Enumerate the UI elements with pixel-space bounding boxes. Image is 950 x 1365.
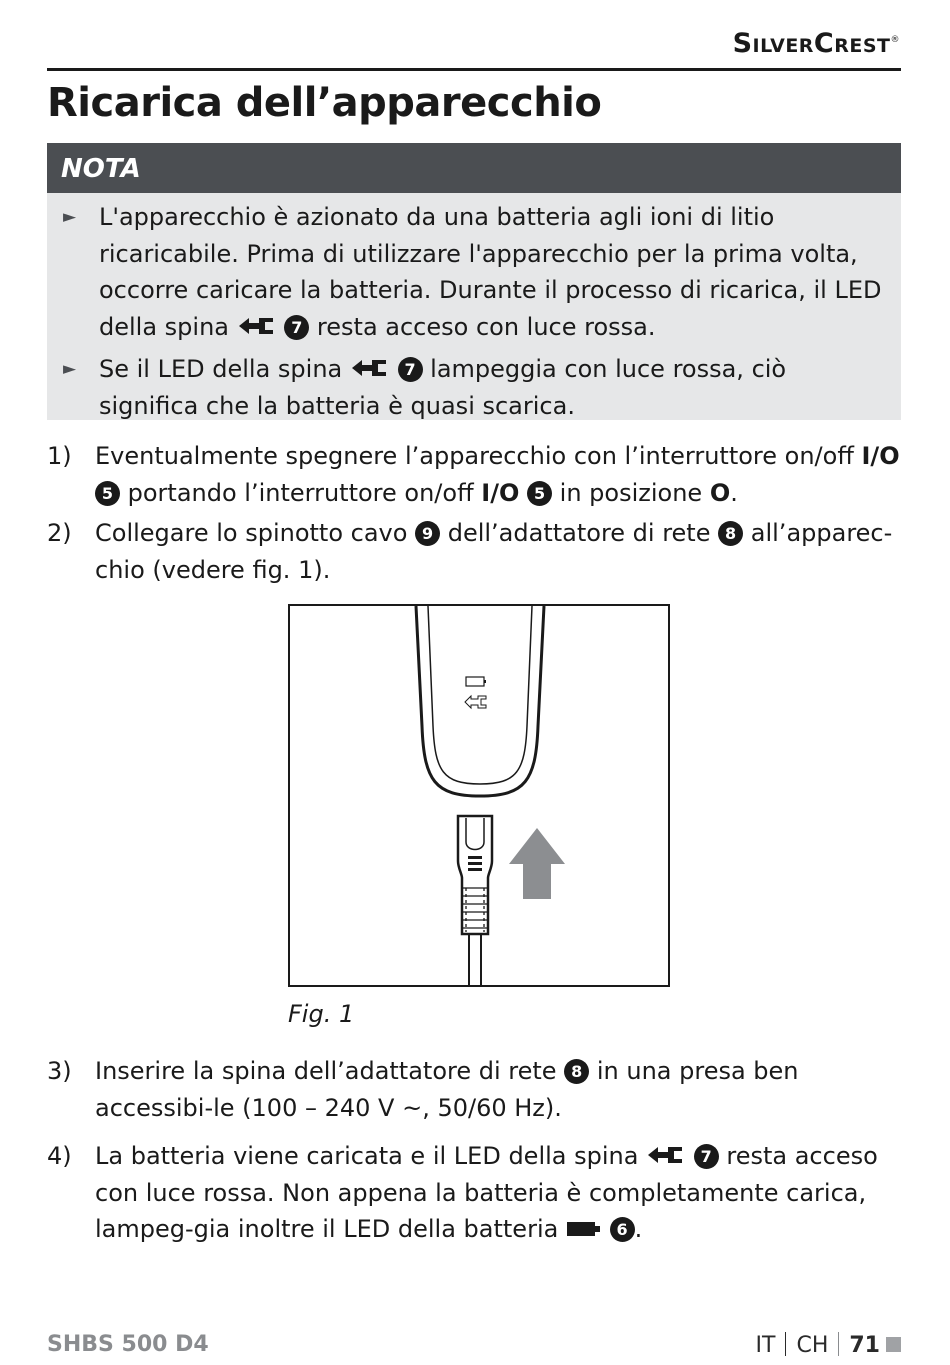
brand-name: SilverCrest bbox=[732, 28, 891, 59]
step-text: . bbox=[634, 1215, 643, 1243]
ref-number-badge: 6 bbox=[610, 1217, 635, 1242]
ref-number-badge: 5 bbox=[95, 481, 120, 506]
battery-led-icon bbox=[466, 677, 486, 686]
switch-symbol: I/O bbox=[861, 442, 900, 470]
step-list bbox=[47, 438, 901, 588]
plug-led-icon bbox=[350, 357, 390, 379]
ref-number-badge: 8 bbox=[718, 521, 743, 546]
step-item bbox=[47, 1138, 901, 1248]
step-number: 2) bbox=[47, 519, 72, 547]
footer-divider bbox=[838, 1332, 839, 1356]
step-text: in una presa ben accessibi-le (100 – 240 V ~, 50/60 Hz). bbox=[95, 1057, 799, 1122]
note-heading: NOTA bbox=[47, 143, 901, 193]
note-text: L'apparecchio è azionato da una batteria agli ioni di litio ricaricabile. Prima di utilizzare l'apparecchio per la prima volta, occorre caricare la batteria. Durante il processo di ricarica, il LED della spina bbox=[99, 203, 882, 341]
note-text: lampeggia con luce rossa, ciò significa che la batteria è quasi scarica. bbox=[99, 355, 787, 420]
step-text: portando l’interruttore on/off bbox=[127, 478, 474, 507]
brand-logo bbox=[733, 28, 900, 59]
note-body bbox=[47, 193, 901, 420]
page-marker-square bbox=[886, 1337, 901, 1352]
step-item bbox=[47, 515, 901, 588]
bullet-triangle-icon: ► bbox=[63, 207, 77, 227]
ref-number-badge: 7 bbox=[398, 357, 423, 382]
note-item bbox=[47, 351, 891, 424]
charging-diagram bbox=[290, 606, 668, 985]
step-text: Inserire la spina dell’adattatore di rete bbox=[95, 1057, 557, 1085]
figure-1-illustration bbox=[288, 604, 670, 987]
note-text: Se il LED della spina bbox=[99, 355, 343, 383]
header-rule bbox=[47, 68, 901, 71]
step-number: 1) bbox=[47, 442, 72, 470]
plug-led-icon bbox=[646, 1144, 686, 1166]
step-number: 3) bbox=[47, 1057, 72, 1085]
plug-led-icon bbox=[237, 315, 277, 337]
step-text: in posizione bbox=[559, 478, 703, 507]
note-text: resta acceso con luce rossa. bbox=[316, 312, 656, 341]
step-text: Collegare lo spinotto cavo bbox=[95, 519, 408, 547]
step-list bbox=[47, 1053, 901, 1248]
brand-registered-mark: ® bbox=[890, 35, 900, 45]
step-item bbox=[47, 438, 901, 511]
plug-led-small-icon bbox=[465, 696, 486, 708]
footer-page-info bbox=[756, 1332, 901, 1358]
note-box bbox=[47, 143, 901, 420]
switch-symbol: I/O bbox=[481, 478, 520, 507]
page-number: 71 bbox=[849, 1333, 880, 1358]
ref-number-badge: 7 bbox=[284, 315, 309, 340]
bullet-triangle-icon: ► bbox=[63, 359, 77, 379]
footer-model-number: SHBS 500 D4 bbox=[47, 1332, 209, 1357]
footer-divider bbox=[785, 1332, 786, 1356]
off-symbol: O bbox=[709, 478, 731, 507]
step-text: dell’adattatore di rete bbox=[447, 519, 711, 547]
footer-language-ch: CH bbox=[796, 1333, 829, 1358]
ref-number-badge: 8 bbox=[564, 1059, 589, 1084]
ref-number-badge: 7 bbox=[694, 1144, 719, 1169]
step-text: resta acceso con luce rossa. Non appena la batteria è completamente carica, lampeg-gia inoltre il LED della batteria bbox=[95, 1142, 878, 1243]
step-text: all’apparec-chio (vedere fig. 1). bbox=[95, 519, 893, 584]
figure-caption: Fig. 1 bbox=[288, 1000, 355, 1028]
insert-direction-arrow-icon bbox=[509, 828, 565, 899]
ref-number-badge: 9 bbox=[415, 521, 440, 546]
step-item bbox=[47, 1053, 901, 1126]
step-text: . bbox=[730, 478, 738, 507]
battery-led-icon bbox=[566, 1219, 602, 1239]
step-text: La batteria viene caricata e il LED della spina bbox=[95, 1142, 639, 1170]
ref-number-badge: 5 bbox=[527, 481, 552, 506]
step-number: 4) bbox=[47, 1142, 72, 1170]
footer-language-it: IT bbox=[755, 1333, 776, 1358]
page-title: Ricarica dell’apparecchio bbox=[47, 80, 602, 126]
note-item bbox=[47, 199, 891, 345]
step-text: Eventualmente spegnere l’apparecchio con l’interruttore on/off bbox=[95, 442, 854, 470]
